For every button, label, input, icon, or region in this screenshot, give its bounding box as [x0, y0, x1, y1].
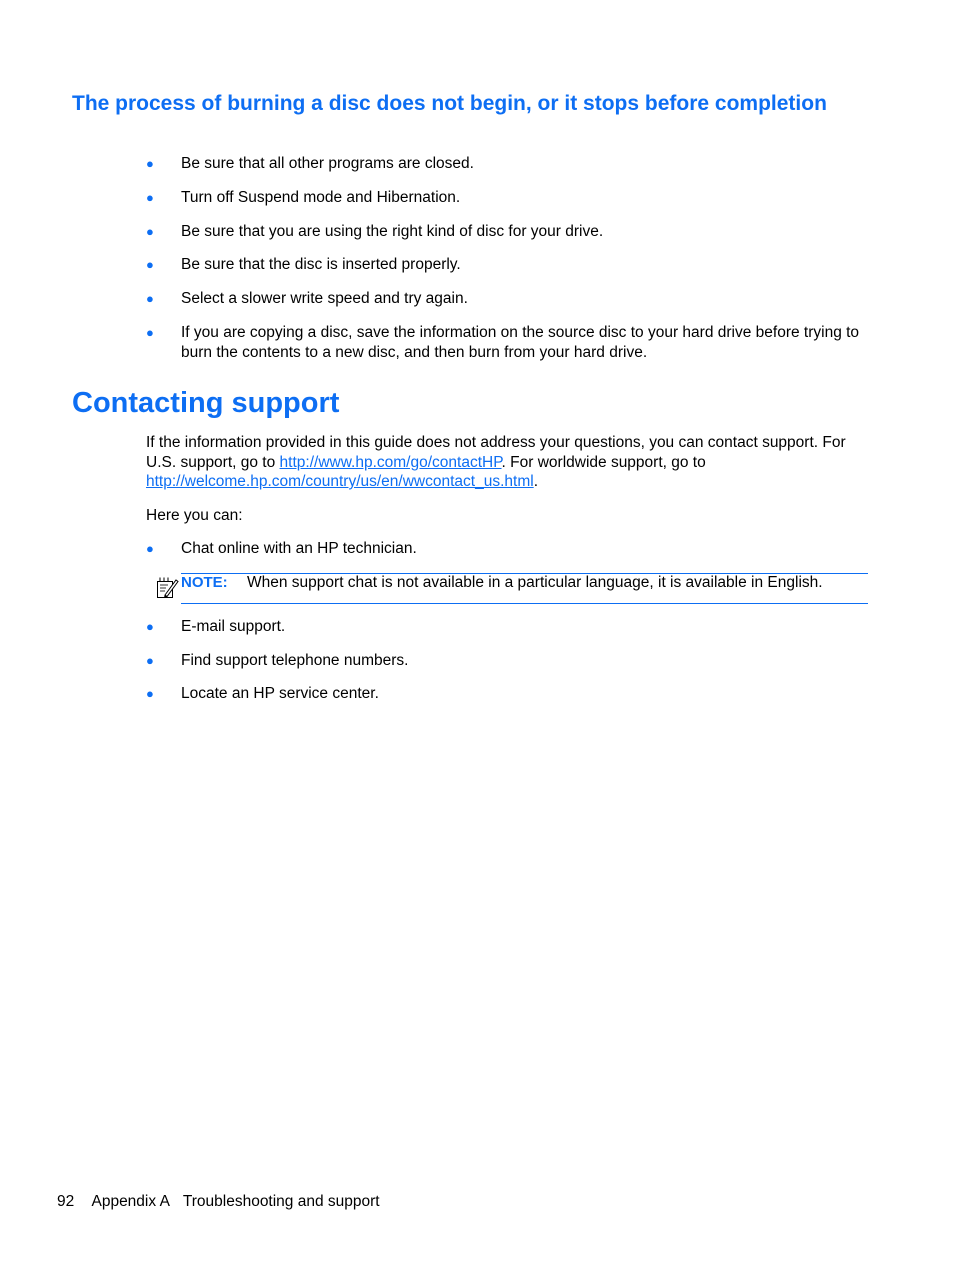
note-box [156, 573, 868, 604]
bullet-icon: ● [146, 541, 154, 556]
bullet-icon: ● [146, 190, 154, 205]
list-item-text: Turn off Suspend mode and Hibernation. [181, 189, 461, 206]
note-label: NOTE: [181, 574, 228, 591]
list-item-text: E-mail support. [181, 618, 286, 635]
page-number: 92 [57, 1193, 75, 1210]
list-item-text: If you are copying a disc, save the information on the source disc to your hard drive before trying to burn the contents to a new disc, and then burn from your hard drive. [181, 324, 860, 361]
bullet-icon: ● [146, 291, 154, 306]
list-item-text: Find support telephone numbers. [181, 652, 409, 669]
note-pencil-icon [156, 576, 180, 600]
bullet-icon: ● [146, 257, 154, 272]
footer-appendix: Appendix A [91, 1193, 170, 1210]
bullet-icon: ● [146, 156, 154, 171]
list-item-text: Be sure that all other programs are closed. [181, 155, 474, 172]
footer-chapter: Troubleshooting and support [182, 1193, 380, 1210]
list-item-text: Be sure that you are using the right kind of disc for your drive. [181, 223, 604, 240]
bullet-icon: ● [146, 686, 154, 701]
list-item-text: Be sure that the disc is inserted properly. [181, 256, 461, 273]
page-footer [57, 1192, 380, 1212]
worldwide-support-link[interactable]: http://welcome.hp.com/country/us/en/wwcontact_us.html [146, 473, 534, 490]
note-rule-bottom [181, 603, 868, 604]
here-you-can-text: Here you can: [146, 507, 243, 524]
intro-text: . For worldwide support, go to [501, 453, 706, 471]
bullet-icon: ● [146, 619, 154, 634]
page-title: Contacting support [72, 387, 340, 419]
intro-text: . [533, 473, 538, 490]
bullet-icon: ● [146, 224, 154, 239]
list-item-text: Chat online with an HP technician. [181, 540, 417, 557]
bullet-icon: ● [146, 653, 154, 668]
section-heading: The process of burning a disc does not begin, or it stops before completion [72, 92, 827, 115]
intro-paragraph [146, 433, 876, 492]
intro-text: If the information provided in this guide does not address your questions, you can contact support. For U.S. support, go to [146, 434, 846, 471]
list-item-text: Locate an HP service center. [181, 685, 379, 702]
list-item-text: Select a slower write speed and try again. [181, 290, 468, 307]
bullet-icon: ● [146, 325, 154, 340]
note-text: When support chat is not available in a particular language, it is available in English. [247, 574, 823, 591]
us-support-link[interactable]: http://www.hp.com/go/contactHP [279, 453, 502, 471]
